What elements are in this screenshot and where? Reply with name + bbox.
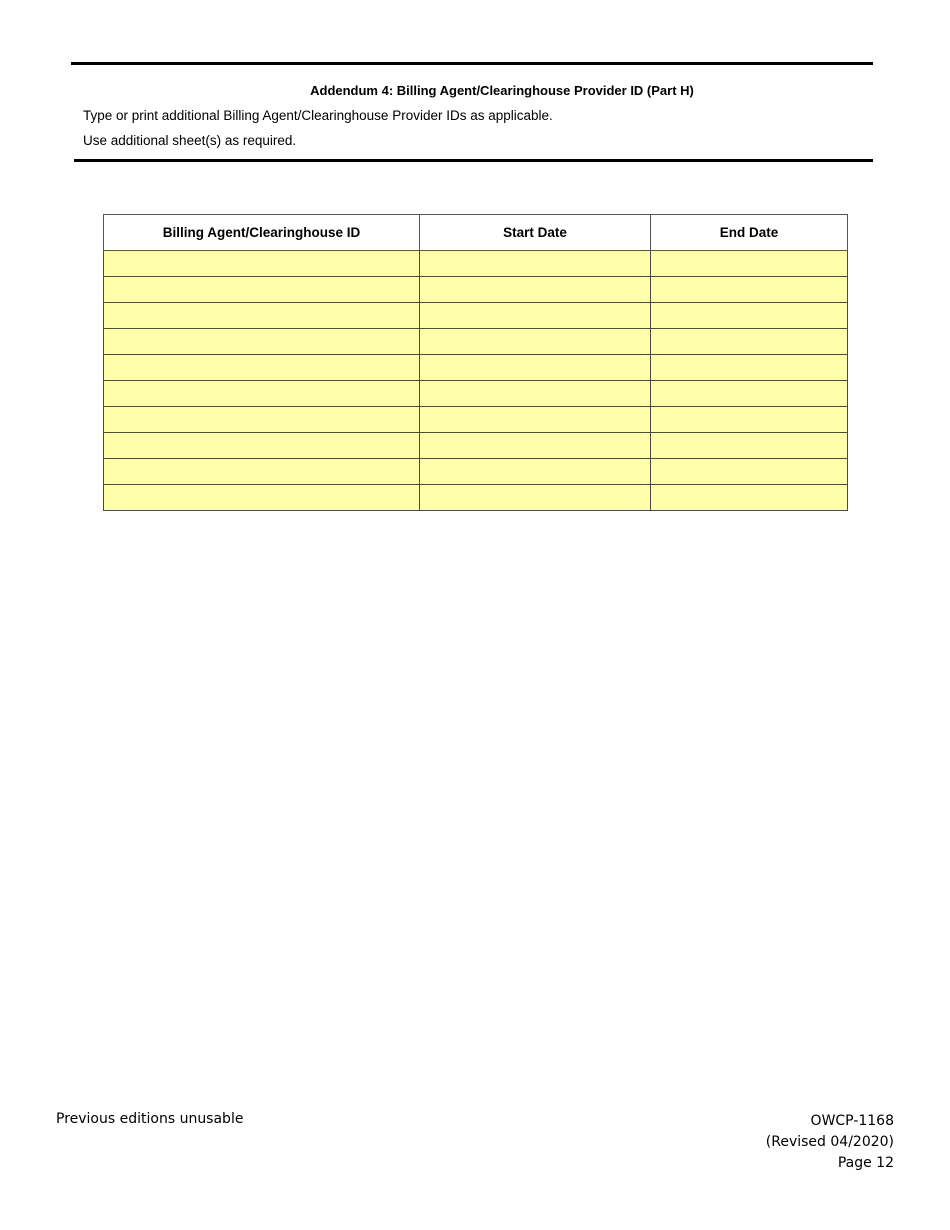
top-rule — [71, 62, 873, 65]
table-cell — [651, 485, 848, 511]
table-cell — [651, 329, 848, 355]
provider-id-table — [103, 214, 848, 511]
page-number: Page 12 — [837, 1155, 894, 1171]
table-row — [104, 407, 848, 433]
instruction-text-1: Type or print additional Billing Agent/Clearinghouse Provider IDs as applicable. — [83, 108, 553, 123]
billing-agent-id-field[interactable] — [104, 355, 419, 380]
table-header-row — [104, 215, 848, 251]
table-cell — [651, 277, 848, 303]
table-row — [104, 381, 848, 407]
table-cell — [420, 277, 651, 303]
table-cell — [104, 433, 420, 459]
end-date-field[interactable] — [651, 277, 847, 302]
billing-agent-id-field[interactable] — [104, 329, 419, 354]
end-date-field[interactable] — [651, 381, 847, 406]
table-row — [104, 277, 848, 303]
footer-notice: Previous editions unusable — [56, 1111, 244, 1127]
page-title: Addendum 4: Billing Agent/Clearinghouse Provider ID (Part H) — [310, 83, 694, 98]
start-date-field[interactable] — [420, 355, 650, 380]
start-date-field[interactable] — [420, 407, 650, 432]
table-cell — [420, 381, 651, 407]
billing-agent-id-field[interactable] — [104, 381, 419, 406]
end-date-field[interactable] — [651, 433, 847, 458]
end-date-field[interactable] — [651, 459, 847, 484]
table-row — [104, 433, 848, 459]
table-cell — [104, 381, 420, 407]
billing-agent-id-field[interactable] — [104, 303, 419, 328]
table-cell — [420, 251, 651, 277]
instruction-text-2: Use additional sheet(s) as required. — [83, 133, 297, 148]
table-cell — [420, 485, 651, 511]
table-cell — [651, 355, 848, 381]
start-date-field[interactable] — [420, 251, 650, 276]
table-cell — [420, 329, 651, 355]
footer-form-info — [766, 1111, 894, 1174]
end-date-field[interactable] — [651, 251, 847, 276]
table-cell — [104, 459, 420, 485]
table-row — [104, 355, 848, 381]
column-header-end-date: End Date — [651, 215, 848, 251]
form-number: OWCP-1168 — [810, 1113, 894, 1129]
table-cell — [104, 355, 420, 381]
table-cell — [104, 407, 420, 433]
table-cell — [420, 407, 651, 433]
table-row — [104, 303, 848, 329]
end-date-field[interactable] — [651, 407, 847, 432]
table-cell — [651, 303, 848, 329]
table-cell — [651, 433, 848, 459]
table-row — [104, 485, 848, 511]
table-cell — [104, 277, 420, 303]
table-cell — [104, 329, 420, 355]
billing-agent-id-field[interactable] — [104, 433, 419, 458]
start-date-field[interactable] — [420, 459, 650, 484]
start-date-field[interactable] — [420, 381, 650, 406]
end-date-field[interactable] — [651, 485, 847, 510]
start-date-field[interactable] — [420, 433, 650, 458]
start-date-field[interactable] — [420, 277, 650, 302]
end-date-field[interactable] — [651, 329, 847, 354]
table-body — [104, 251, 848, 511]
table-cell — [651, 407, 848, 433]
table-cell — [104, 251, 420, 277]
column-header-id: Billing Agent/Clearinghouse ID — [104, 215, 420, 251]
bottom-rule — [74, 159, 873, 162]
table-cell — [420, 355, 651, 381]
billing-agent-id-field[interactable] — [104, 251, 419, 276]
start-date-field[interactable] — [420, 485, 650, 510]
revision-date: (Revised 04/2020) — [765, 1134, 894, 1150]
billing-agent-id-field[interactable] — [104, 459, 419, 484]
table-cell — [420, 303, 651, 329]
table-cell — [651, 459, 848, 485]
start-date-field[interactable] — [420, 329, 650, 354]
table-row — [104, 329, 848, 355]
table-cell — [651, 251, 848, 277]
table-cell — [651, 381, 848, 407]
billing-agent-id-field[interactable] — [104, 485, 419, 510]
table-row — [104, 251, 848, 277]
billing-agent-id-field[interactable] — [104, 407, 419, 432]
table-cell — [104, 485, 420, 511]
table-cell — [420, 459, 651, 485]
start-date-field[interactable] — [420, 303, 650, 328]
end-date-field[interactable] — [651, 355, 847, 380]
table-cell — [420, 433, 651, 459]
billing-agent-id-field[interactable] — [104, 277, 419, 302]
table-cell — [104, 303, 420, 329]
column-header-start-date: Start Date — [420, 215, 651, 251]
end-date-field[interactable] — [651, 303, 847, 328]
table-row — [104, 459, 848, 485]
